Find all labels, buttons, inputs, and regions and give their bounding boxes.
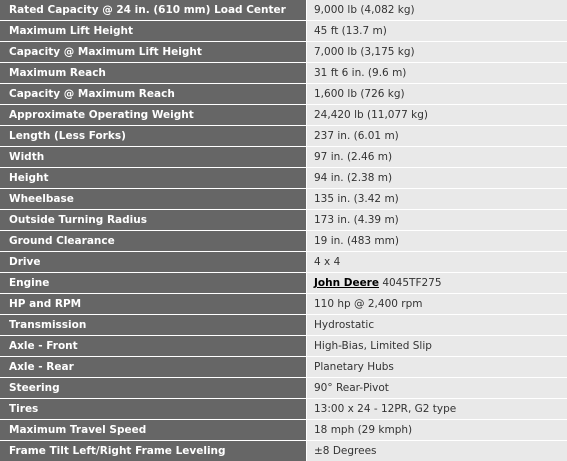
spec-row-drive — [0, 252, 567, 273]
spec-row-hp-rpm — [0, 294, 567, 315]
spec-label: Rated Capacity @ 24 in. (610 mm) Load Center — [0, 0, 307, 21]
spec-value: 24,420 lb (11,077 kg) — [307, 105, 567, 126]
spec-label: Maximum Lift Height — [0, 21, 307, 42]
spec-value: 9,000 lb (4,082 kg) — [307, 0, 567, 21]
spec-value: 1,600 lb (726 kg) — [307, 84, 567, 105]
spec-row-tires — [0, 399, 567, 420]
spec-row-steering — [0, 378, 567, 399]
spec-row-travel-speed — [0, 420, 567, 441]
spec-label: Capacity @ Maximum Lift Height — [0, 42, 307, 63]
spec-row-turning-radius — [0, 210, 567, 231]
spec-row-transmission — [0, 315, 567, 336]
spec-value: 90° Rear-Pivot — [307, 378, 567, 399]
spec-label: Approximate Operating Weight — [0, 105, 307, 126]
spec-value: Hydrostatic — [307, 315, 567, 336]
spec-row-operating-weight — [0, 105, 567, 126]
spec-value: Planetary Hubs — [307, 357, 567, 378]
spec-label: Steering — [0, 378, 307, 399]
spec-label: Width — [0, 147, 307, 168]
spec-label: Ground Clearance — [0, 231, 307, 252]
spec-label: Height — [0, 168, 307, 189]
spec-value: 31 ft 6 in. (9.6 m) — [307, 63, 567, 84]
spec-value: 94 in. (2.38 m) — [307, 168, 567, 189]
spec-value: ±8 Degrees — [307, 441, 567, 461]
spec-row-width — [0, 147, 567, 168]
spec-label: Maximum Travel Speed — [0, 420, 307, 441]
engine-brand-link[interactable]: John Deere — [314, 277, 379, 289]
spec-row-axle-front — [0, 336, 567, 357]
spec-label: Frame Tilt Left/Right Frame Leveling — [0, 441, 307, 461]
spec-label: Axle - Front — [0, 336, 307, 357]
spec-value: 135 in. (3.42 m) — [307, 189, 567, 210]
spec-label: Maximum Reach — [0, 63, 307, 84]
spec-row-capacity-max-reach — [0, 84, 567, 105]
spec-label: Tires — [0, 399, 307, 420]
spec-value: 19 in. (483 mm) — [307, 231, 567, 252]
spec-value: 237 in. (6.01 m) — [307, 126, 567, 147]
spec-label: Transmission — [0, 315, 307, 336]
spec-row-capacity-max-lift — [0, 42, 567, 63]
spec-label: Drive — [0, 252, 307, 273]
spec-label: HP and RPM — [0, 294, 307, 315]
spec-row-height — [0, 168, 567, 189]
spec-row-wheelbase — [0, 189, 567, 210]
spec-row-axle-rear — [0, 357, 567, 378]
spec-label: Engine — [0, 273, 307, 294]
spec-value — [307, 273, 567, 294]
spec-label: Wheelbase — [0, 189, 307, 210]
spec-value: 7,000 lb (3,175 kg) — [307, 42, 567, 63]
spec-value: 110 hp @ 2,400 rpm — [307, 294, 567, 315]
spec-row-max-lift-height — [0, 21, 567, 42]
spec-row-ground-clearance — [0, 231, 567, 252]
spec-value: 18 mph (29 kmph) — [307, 420, 567, 441]
spec-value: 45 ft (13.7 m) — [307, 21, 567, 42]
spec-row-rated-capacity — [0, 0, 567, 21]
spec-label: Axle - Rear — [0, 357, 307, 378]
spec-row-frame-tilt — [0, 441, 567, 461]
spec-value: 13:00 x 24 - 12PR, G2 type — [307, 399, 567, 420]
spec-row-length — [0, 126, 567, 147]
spec-row-max-reach — [0, 63, 567, 84]
spec-value: High-Bias, Limited Slip — [307, 336, 567, 357]
spec-value: 173 in. (4.39 m) — [307, 210, 567, 231]
engine-model: 4045TF275 — [378, 277, 442, 289]
spec-label: Capacity @ Maximum Reach — [0, 84, 307, 105]
spec-value: 97 in. (2.46 m) — [307, 147, 567, 168]
spec-value: 4 x 4 — [307, 252, 567, 273]
spec-row-engine — [0, 273, 567, 294]
spec-label: Outside Turning Radius — [0, 210, 307, 231]
spec-label: Length (Less Forks) — [0, 126, 307, 147]
